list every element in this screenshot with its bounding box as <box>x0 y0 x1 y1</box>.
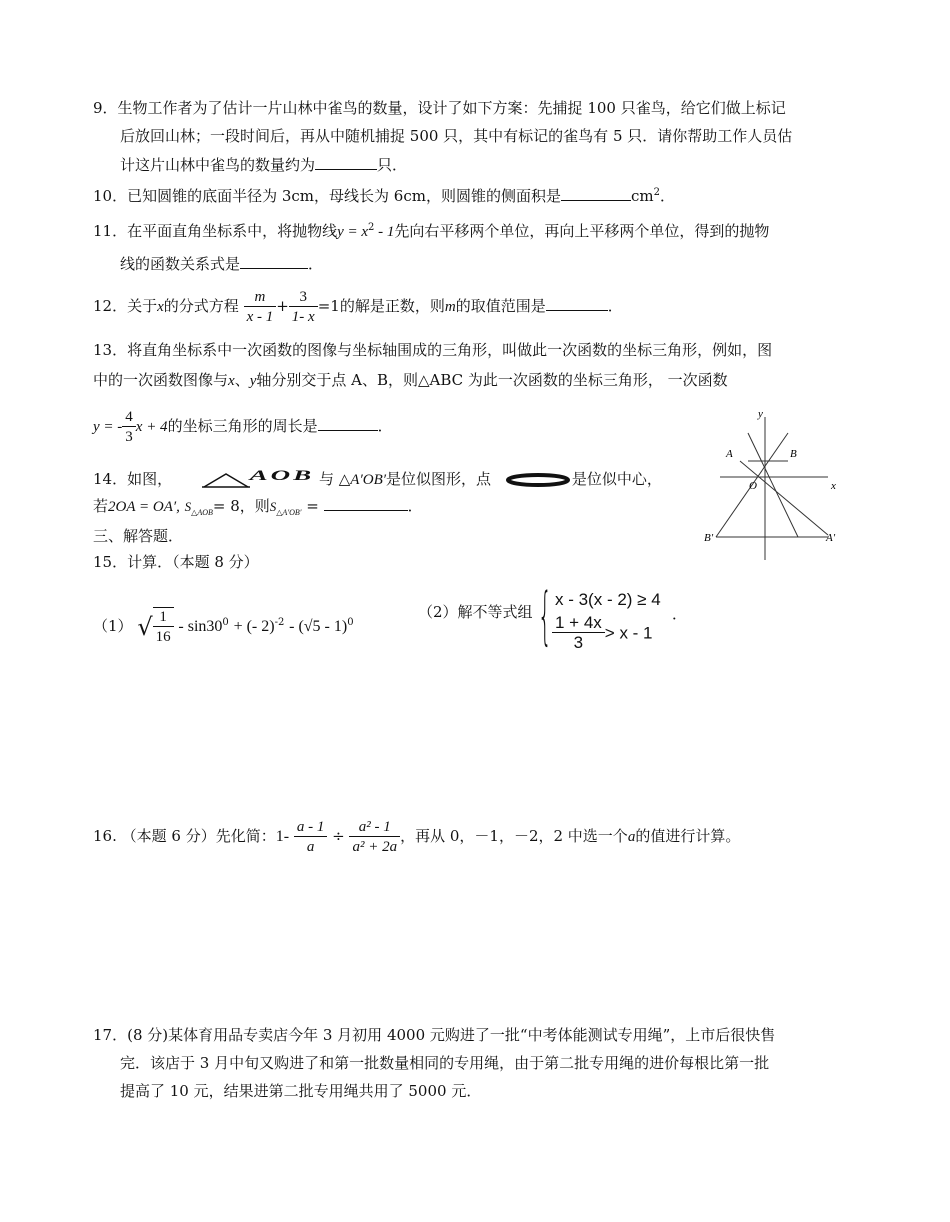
label-b: B <box>790 448 797 460</box>
q15-pow0: 0 <box>347 617 354 628</box>
q15-ineq2-rhs: > x - 1 <box>604 623 653 643</box>
answer-blank[interactable] <box>546 296 608 311</box>
q10-text: 10．已知圆锥的底面半径为 3cm，母线长为 6cm，则圆锥的侧面积是 <box>93 187 561 205</box>
q15-root-fraction: $\frac{1}{16}$ <box>153 607 174 647</box>
q14-line2 <box>93 496 423 523</box>
q10-line <box>93 183 675 206</box>
q11-formula2: - 1 <box>374 224 395 240</box>
sqrt-icon: √ <box>137 613 153 641</box>
q12-eq: =1 <box>317 297 340 315</box>
q14-line1 <box>93 460 662 495</box>
q10-unit: cm <box>630 187 654 205</box>
q16-text3: 的值进行计算。 <box>635 827 741 845</box>
q14-ze: ，则 <box>239 497 270 515</box>
q16-text2: ，再从 0，－1，－2，2 中选一个 <box>400 827 628 845</box>
q9-line3 <box>120 155 407 175</box>
q14-text2: 是位似图形，点 <box>386 470 492 488</box>
q15-pow: -2 <box>274 617 285 628</box>
q14-text: 14．如图， <box>93 470 173 488</box>
q15-ineq1: x - 3(x - 2) ≥ 4 <box>555 590 661 609</box>
q15-deg: 0 <box>222 617 229 628</box>
q9-text: 计这片山林中雀鸟的数量约为 <box>120 156 316 174</box>
label-x: x <box>831 480 836 492</box>
q17-line1: 17．(8 分)某体育用品专卖店今年 3 月初用 4000 元购进了一批“中考体能测试专用绳”，上市后很快售 <box>93 1026 776 1044</box>
q12-fraction1: $\frac{m}{x - 1}$ <box>244 288 277 327</box>
q14-s1-value: = 8 <box>212 497 240 515</box>
q15-part1 <box>93 598 354 648</box>
q14-yu: 与 <box>318 470 334 488</box>
q15-title: 15．计算．（本题 8 分） <box>93 553 259 571</box>
q11-line1 <box>93 218 769 242</box>
q14-s2-eq: = <box>301 497 324 515</box>
q9-line1: 9．生物工作者为了估计一片山林中雀鸟的数量，设计了如下方案：先捕捉 100 只雀鸟，给它们做上标记 <box>93 99 786 117</box>
q12-fraction2: $\frac{3}{1- x}$ <box>289 288 318 327</box>
q13-lhs: y = - <box>93 419 123 435</box>
q10-exp: 2 <box>653 187 660 198</box>
q13-yvar: y <box>249 373 257 389</box>
q14-s2: S <box>269 499 277 514</box>
q14-aob-large: AOB <box>249 466 315 484</box>
q17-line3: 提高了 10 元，结果进第二批专用绳共用了 5000 元． <box>120 1082 482 1100</box>
q14-text4: 若 <box>93 497 109 515</box>
q13-text3: 的坐标三角形的周长是 <box>167 417 318 435</box>
q15-expr2: + (- 2) <box>233 618 275 635</box>
q12-var: x <box>157 299 164 315</box>
q13-line1: 13．将直角坐标系中一次函数的图像与坐标轴围成的三角形，叫做此一次函数的坐标三角形，例如，图 <box>93 341 773 359</box>
answer-blank[interactable] <box>315 155 377 170</box>
q14-condition: 2OA = OA′, <box>108 499 180 515</box>
q16-text: 16. （本题 6 分）先化简： <box>93 827 276 845</box>
q11-line2 <box>120 254 323 274</box>
q11-formula: y = x <box>337 224 369 240</box>
q11-exp: 2 <box>368 222 375 233</box>
q17-line2: 完．该店于 3 月中旬又购进了和第一批数量相同的专用绳，由于第二批专用绳的进价每根比第一批 <box>120 1054 770 1072</box>
q14-text3: 是位似中心， <box>571 470 662 488</box>
answer-blank[interactable] <box>561 186 631 201</box>
q11-text2: 先向右平移两个单位，再向上平移两个单位，得到的抛物 <box>394 222 770 240</box>
q14-s2-sub: △A′OB′ <box>276 508 302 517</box>
q13-text: 中的一次函数图像与 <box>93 371 229 389</box>
q14-s1: S <box>184 499 192 514</box>
brace-icon: { <box>538 579 552 652</box>
q13-end: ． <box>377 417 393 435</box>
q12-text2: 的分式方程 <box>163 297 239 315</box>
q12-text3: 的解是正数，则 <box>339 297 445 315</box>
q12-plus: + <box>276 297 289 315</box>
section-three-heading: 三、解答题． <box>93 527 184 545</box>
q9-line2: 后放回山林；一段时间后，再从中随机捕捉 500 只，其中有标记的雀鸟有 5 只．请你帮助工作人员估 <box>120 127 793 145</box>
answer-blank[interactable] <box>318 416 378 431</box>
q15-expr: - sin30 <box>178 618 223 635</box>
q13-line3 <box>93 402 393 450</box>
triangle-icon <box>202 471 250 489</box>
q12-end: ． <box>607 297 623 315</box>
q12-line <box>93 282 623 330</box>
answer-blank[interactable] <box>324 496 408 511</box>
q11-text: 11．在平面直角坐标系中，将抛物线 <box>93 222 338 240</box>
q16-fraction1: $\frac{a - 1}{a}$ <box>294 818 328 857</box>
q15-ineq2 <box>552 614 653 653</box>
q10-end: ． <box>659 187 675 205</box>
label-b-prime: B′ <box>704 532 714 544</box>
q15-dot: ． <box>672 605 688 623</box>
q16-line <box>93 808 740 864</box>
q9-end: 只． <box>377 156 408 174</box>
q11-end: ． <box>308 255 324 273</box>
q16-one: 1- <box>275 828 290 845</box>
q15-part2-label: （2）解不等式组 <box>418 603 533 621</box>
line-a2 <box>740 461 828 535</box>
q16-var: a <box>627 829 636 845</box>
q13-fraction: $\frac{4}{3}$ <box>122 408 136 447</box>
label-a-prime: A′ <box>826 532 836 544</box>
label-y: y <box>758 408 763 420</box>
answer-blank[interactable] <box>240 254 308 269</box>
q15-expr3: - (√5 - 1) <box>289 618 348 635</box>
label-o: O <box>749 480 757 492</box>
q14-end: ． <box>407 497 423 515</box>
q15-p1-label: （1） <box>93 617 133 635</box>
q13-rhs: x + 4 <box>135 419 168 435</box>
q15-ineq2-fraction: $\frac{1 + 4x}{3}$ <box>552 614 605 653</box>
label-a: A <box>726 448 733 460</box>
q13-sep: 、 <box>234 371 250 389</box>
similar-triangles-figure <box>700 405 860 565</box>
q14-aob2: △A′OB′ <box>338 472 387 488</box>
center-point-o-icon <box>504 472 572 488</box>
q13-line2 <box>93 370 728 391</box>
q14-s1-sub: △AOB <box>191 508 213 517</box>
q12-text4: 的取值范围是 <box>455 297 546 315</box>
q13-xvar: x <box>228 373 235 389</box>
q11-text3: 线的函数关系式是 <box>120 255 241 273</box>
q16-div: ÷ <box>332 827 345 845</box>
q12-var2: m <box>444 299 456 315</box>
q13-text2: 轴分别交于点 A、B，则△ABC 为此一次函数的坐标三角形， 一次函数 <box>256 371 728 389</box>
q12-text: 12．关于 <box>93 297 158 315</box>
q16-fraction2: $\frac{\text{a² - 1}}{\text{a² + 2a}}$ <box>349 818 400 857</box>
